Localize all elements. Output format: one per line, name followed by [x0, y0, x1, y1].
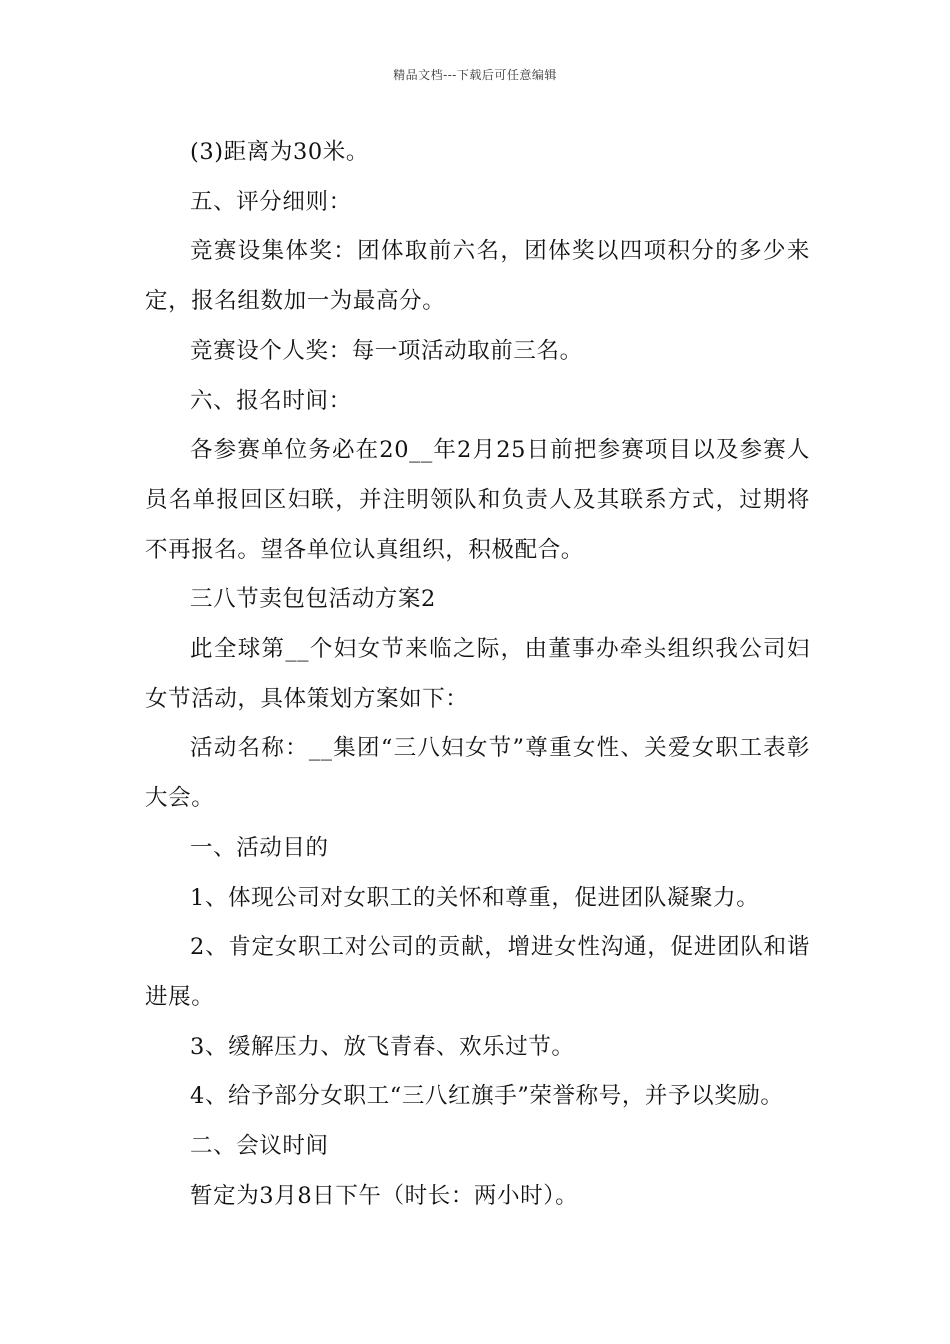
paragraph: 各参赛单位务必在20__年2月25日前把参赛项目以及参赛人员名单报回区妇联，并注明领队和负责人及其联系方式，过期将不再报名。望各单位认真组织，积极配合。 [145, 437, 810, 563]
document-body [145, 128, 810, 1221]
section-heading: 六、报名时间： [190, 387, 352, 414]
page-header: 精品文档---下载后可任意编辑 [393, 68, 557, 82]
list-item: 4、给予部分女职工“三八红旗手”荣誉称号，并予以奖励。 [190, 1083, 784, 1110]
list-item: 3、缓解压力、放飞青春、欢乐过节。 [190, 1033, 575, 1060]
paragraph: 活动名称：__集团“三八妇女节”尊重女性、关爱女职工表彰大会。 [145, 735, 810, 812]
paragraph: 暂定为3月8日下午（时长：两小时）。 [190, 1182, 579, 1209]
list-item: 2、肯定女职工对公司的贡献，增进女性沟通，促进团队和谐进展。 [145, 934, 810, 1010]
section-heading: 一、活动目的 [190, 834, 329, 861]
paragraph: (3)距离为30米。 [190, 139, 370, 165]
list-item: 1、体现公司对女职工的关怀和尊重，促进团队凝聚力。 [190, 884, 760, 911]
document-subtitle: 三八节卖包包活动方案2 [190, 586, 436, 613]
paragraph: 竞赛设个人奖：每一项活动取前三名。 [190, 337, 583, 364]
paragraph: 此全球第__个妇女节来临之际，由董事办牵头组织我公司妇女节活动，具体策划方案如下： [145, 636, 810, 712]
section-heading: 五、评分细则： [190, 188, 352, 215]
paragraph: 竞赛设集体奖：团体取前六名，团体奖以四项积分的多少来定，报名组数加一为最高分。 [145, 238, 810, 315]
section-heading: 二、会议时间 [190, 1133, 329, 1160]
